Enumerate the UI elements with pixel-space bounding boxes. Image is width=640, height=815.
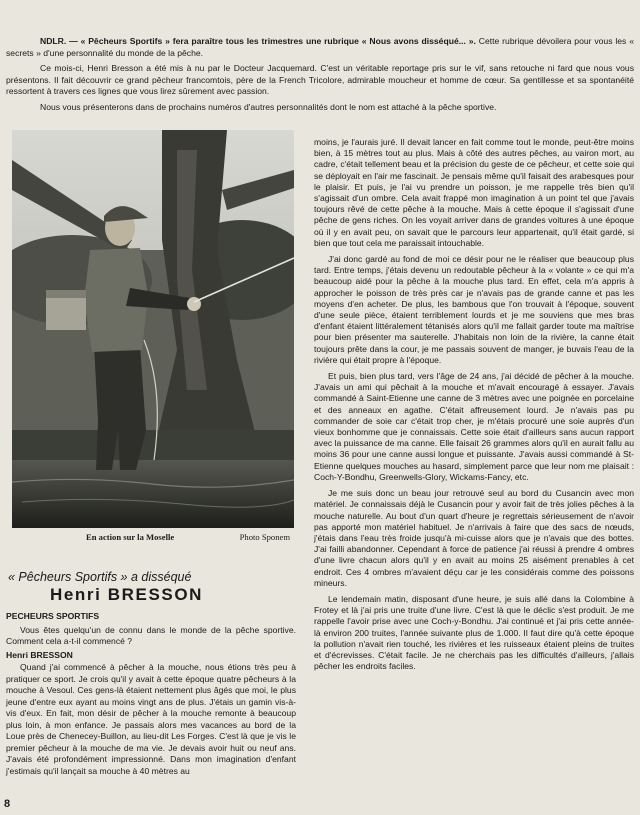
feature-kicker: « Pêcheurs Sportifs » a disséqué (8, 570, 192, 584)
body-paragraph: moins, je l'aurais juré. Il devait lancer en fait comme tout le monde, peut-être moins bien, à 15 mètres tout au plus. Mais à côté des autres pêches, au vairon mort, au cadre, c'était tellement beau et la précision du geste de ce pêcheur, et cette soie qui se déployait en l'air me fascinait. Je pensais même qu'il faisait des arabesques pour le plaisir. Et puis, je l'ai vu prendre un poisson, je me rappelle très bien qu'il s'agissait d'un ombre. Cela avait frappé mon imagination à un point tel que j'avais toujours rêvé de cette pêche à la mouche. Mais à cette époque il s'agissait d'une pêche de gens riches. On les voyait arriver dans de grandes voitures à une époque où il y en avait peu, on savait que le parcours leur appartenait, qu'il était gardé, si bien que tout cela me paraissait intouchable. (314, 137, 634, 248)
interview-answer: Quand j'ai commencé à pêcher à la mouche, nous étions très peu à pratiquer ce sport. Je crois qu'il y avait à cette époque quatre pêcheurs à la mouche à Vesoul. Ces gens-là étaient nettement plus âgés que moi, le plus jeune d'entre eux ayant au moins vingt ans de plus. J'étais un gamin vis-à-vis d'eux. En fait, mon désir de pêcher à la mouche remonte à beaucoup plus loin, à mon enfance. Je passais alors mes vacances au bord de la Loue près de Chenecey-Buillon, au lieu-dit Les Forges. C'est là que je vis le premier pêcheur à la mouche de ma vie. Je devais avoir huit ou neuf ans. J'avais été profondément impressionné. Dans mon imagination d'enfant j'estimais qu'il lançait sa mouche à 40 mètres au (6, 662, 296, 776)
ndlr-label: NDLR. — « Pêcheurs Sportifs » fera paraître tous les trimestres une rubrique « Nous avons disséqué... ». (40, 36, 476, 46)
body-paragraph: J'ai donc gardé au fond de moi ce désir pour ne le réaliser que beaucoup plus tard. Entre temps, j'étais devenu un redoutable pêcheur à la « volante » ce qui m'a beaucoup aidé pour la pêche à la mouche plus tard. En effet, cela m'a appris à approcher le poisson de très près car je n'avais pas de grande canne et pas les moyens d'en acheter. De plus, les bambous que l'on trouvait à l'époque, souvent d'une seule pièce, étaient terriblement lourds et je me souviens que mes bras d'enfant étaient littéralement tétanisés alors qu'il me fallait garder toute ma maîtrise pour bien présenter ma sauterelle. J'habitais non loin de la rivière, la canne était toujours prête dans la cour, je me passais souvent de manger, je buvais l'eau de la rivière qui était propre à l'époque. (314, 254, 634, 365)
page-number: 8 (4, 798, 11, 810)
interview-left-column (6, 611, 296, 777)
body-paragraph: Et puis, bien plus tard, vers l'âge de 24 ans, j'ai décidé de pêcher à la mouche. J'avais un ami qui pêchait à la mouche et m'avait encouragé à essayer. J'avais commandé à Saint-Etienne une canne de 3 mètres avec une poignée en porcelaine et des anneaux en agathe. C'était affreusement lourd. Je n'avais pas pu commander de soie car c'était trop cher, je m'étais procuré une soie auprès d'un vieux bonhomme que je connaissais. Cette soie était d'ailleurs sans aucun rapport avec la puissance de ma canne. Elle faisait 26 grammes alors qu'il en aurait fallu au moins 36 pour une canne aussi longue et puissante. J'avais aussi commandé à St-Etienne quelques mouches au hasard, simplement parce que leur nom me plaisait : Coch-Y-Bondhu, Greenwells-Glory, Wickams-Fancy, etc. (314, 371, 634, 482)
interview-question: Vous êtes quelqu'un de connu dans le monde de la pêche sportive. Comment cela a-t-il commencé ? (6, 624, 296, 646)
fisherman-photo-illustration (12, 130, 294, 528)
photo-caption (12, 532, 296, 546)
interview-right-column (314, 137, 634, 677)
speaker-label: Henri BRESSON (6, 649, 73, 660)
photo-credit: Photo Sponem (239, 532, 290, 542)
body-paragraph: Le lendemain matin, disposant d'une heure, je suis allé dans la Colombine à Frotey et là j'ai pris une truite d'une livre. C'est là que le déclic s'est produit. Je me rappelle l'avoir prise avec une Coch-y-Bondhu. J'ai continué et j'ai pris cette année-là environ 200 truites, l'année suivante plus de 1.000. Il faut dire qu'à cette époque la pollution n'avait rien touché, les rivières et les ruisseaux étaient pleins de truites et d'écrevisses. C'était facile. Je ne cherchais pas les difficultés d'ailleurs, j'allais pêcher les endroits faciles. (314, 593, 634, 672)
ndlr-paragraph (6, 36, 634, 59)
body-paragraph: Je me suis donc un beau jour retrouvé seul au bord du Cusancin avec mon matériel. Je connaissais déjà le Cusancin pour y avoir fait de très jolies pêches à la mouche naturelle. Au bout d'un quart d'heure je regrettais sérieusement de n'avoir pas apporté mon matériel habituel. Je n'arrivais à faire que des sacs de nœuds, j'étais dans l'eau très froide jusqu'à mi-cuisse alors que je n'avais que des bottes. J'ai failli abandonner. Cependant à force de patience j'ai réussi à prendre 4 ombres d'une livre chacun alors qu'il y en avait au moins 25 aisément prenables à cet endroit. Ces 4 ombres m'avaient déçu car je les considérais comme des poissons mineurs. (314, 488, 634, 588)
ndlr-text: Cette rubrique dévoilera pour vous les « secrets » d'une personnalité du monde de la pêche. (6, 36, 634, 58)
fisherman-photo (12, 130, 294, 528)
intro-paragraph: Ce mois-ci, Henri Bresson a été mis à nu par le Docteur Jacquemard. C'est un véritable reportage pris sur le vif, sans retouche ni fard que nous vous présentons. Il fait découvrir ce grand pêcheur francomtois, père de la French Tricolore, admirable moucheur et homme de cœur. Sa gentillesse et sa spontanéité ressortent à travers ces lignes que vous lirez sûrement avec passion. (6, 63, 634, 97)
interviewer-label: PECHEURS SPORTIFS (6, 611, 100, 621)
caption-text: En action sur la Moselle (86, 532, 175, 542)
intro-paragraph: Nous vous présenterons dans de prochains numéros d'autres personnalités dont le nom est attaché à la pêche sportive. (40, 101, 497, 112)
feature-name: Henri BRESSON (50, 585, 204, 604)
editor-note (6, 36, 634, 118)
